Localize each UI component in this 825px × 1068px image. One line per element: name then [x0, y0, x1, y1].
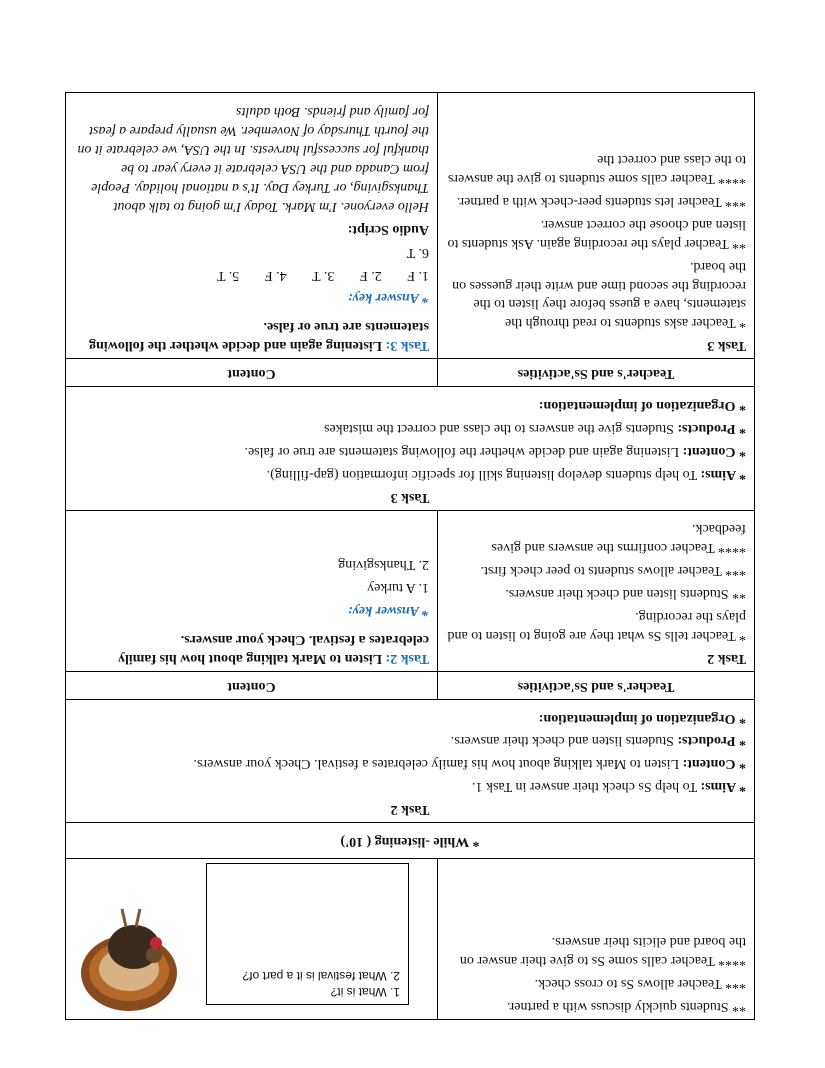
- audio-script-label: Audio Script:: [347, 221, 429, 237]
- task2-column-headers: [66, 672, 754, 700]
- col-header-activities: Teacher's and Ss'activities: [437, 672, 754, 699]
- task2-step: * Teacher tells Ss what they are going to listen to and plays the recording.: [447, 608, 746, 643]
- task3-answer-key-label: * Answer key:: [347, 290, 429, 306]
- task2-instruction-text: Listen to Mark talking about how his family celebrates a festival. Check your answers.: [117, 631, 429, 666]
- task3-answer: 3. T: [312, 267, 335, 283]
- content-label: * Content:: [682, 756, 746, 772]
- task3-body-row: [66, 94, 754, 360]
- task2-activities-cell: [437, 511, 754, 671]
- task2-row-heading: Task 2: [707, 650, 746, 666]
- task3-activities-cell: [437, 94, 754, 359]
- content-text: Listening again and decide whether the following statements are true or false.: [244, 443, 683, 459]
- task3-answer-last: 6. T: [406, 244, 429, 260]
- task2-content-cell: [66, 511, 437, 671]
- col-header-content: Content: [227, 366, 276, 382]
- task2-aims: [74, 776, 746, 795]
- task2-answer: 1. A turkey: [367, 580, 429, 596]
- warmup-question-box: [206, 863, 409, 1005]
- task2-step: ** Students listen and check their answers.: [505, 586, 746, 602]
- task3-step: **** Teacher calls some students to give the answers to the class and correct the: [447, 152, 746, 187]
- task3-aims: [74, 464, 746, 483]
- products-text: Students give the answers to the class and correct the mistakes: [324, 420, 678, 436]
- question-item: 1. What is it?: [330, 985, 400, 999]
- task3-description-row: [66, 387, 754, 510]
- content-text: Listen to Mark talking about how his family celebrates a festival. Check your answers.: [193, 756, 683, 772]
- aims-text: To help Ss check their answer in Task 1.: [472, 779, 701, 795]
- products-label: * Products:: [677, 420, 746, 436]
- task2-body-row: [66, 511, 754, 672]
- warmup-row: [66, 859, 754, 1019]
- warmup-content-cell: [66, 859, 437, 1019]
- content-label: * Content:: [682, 443, 746, 459]
- while-listening-title: * While -listening ( 10'): [340, 834, 480, 849]
- task3-content-cell: [66, 94, 437, 359]
- task3-instruction-text: Listening again and decide whether the following statements are true or false.: [89, 319, 429, 354]
- task3-instruction: [74, 316, 429, 354]
- col-header-content: Content: [227, 678, 276, 694]
- col-header-activities: Teacher's and Ss'activities: [437, 359, 754, 386]
- task3-step: ** Teacher plays the recording again. Ask students to listen and choose the correct answer.: [447, 216, 746, 251]
- task3-step: * Teacher asks students to read through the statements, have a guess before they listen to the recording the second time and write their guesses on the board.: [452, 258, 746, 331]
- while-listening-row: [66, 823, 754, 859]
- products-text: Students listen and check their answers.: [450, 733, 678, 749]
- lesson-plan-table: [65, 93, 755, 1021]
- task3-organization: * Organization of implementation:: [538, 397, 746, 413]
- task3-answer: 5. T: [216, 267, 240, 283]
- task2-content: [74, 753, 746, 772]
- task3-products: [74, 418, 746, 437]
- task2-answer-key-label: * Answer key:: [347, 602, 429, 618]
- task2-organization: * Organization of implementation:: [538, 710, 746, 726]
- products-label: * Products:: [677, 733, 746, 749]
- task3-answer: 4. F: [264, 267, 287, 283]
- turkey-illustration: [74, 905, 184, 1015]
- task3-answer: 1. F: [407, 267, 429, 283]
- task3-label: Task 3:: [385, 338, 429, 354]
- aims-label: * Aims:: [700, 466, 746, 482]
- question-item: 2. What festival is it a part of?: [242, 968, 400, 983]
- task2-instruction: [74, 629, 429, 667]
- warmup-activities-cell: [437, 859, 754, 1019]
- task2-products: [74, 731, 746, 750]
- task3-step: *** Teacher lets students peer-check with a partner.: [456, 193, 746, 209]
- task2-label: Task 2:: [385, 650, 429, 666]
- task3-answer: 2. F: [359, 267, 382, 283]
- warmup-step: ** Students quickly discuss with a partner.: [506, 999, 746, 1014]
- task3-content: [74, 441, 746, 460]
- task2-step: *** Teacher allows students to peer check first.: [480, 563, 746, 579]
- aims-text: To help students develop listening skill for specific information (gap-filling).: [266, 466, 701, 482]
- task2-step: **** Teacher confirms the answers and gives feedback.: [491, 521, 746, 556]
- task3-heading: Task 3: [390, 489, 430, 505]
- task3-answers: [74, 265, 429, 284]
- warmup-step: **** Teacher calls some Ss to give their answer on the board and elicits their answers.: [459, 934, 746, 969]
- task2-heading: Task 2: [390, 802, 430, 818]
- warmup-step: *** Teacher allows Ss to cross check.: [534, 976, 746, 992]
- task2-answer: 2. Thanksgiving: [338, 557, 429, 573]
- task3-row-heading: Task 3: [707, 338, 746, 354]
- aims-label: * Aims:: [700, 779, 746, 795]
- audio-script-text: Hello everyone. I'm Mark. Today I'm going to talk about Thanksgiving, or Turkey Day. It's a national holiday. People from Canada and the USA celebrate it every year to be thankful for successful harvests. In the USA, we celebrate it on the fourth Thursday of November. We usually prepare a feast for family and friends. Both adults: [77, 104, 429, 214]
- task2-description-row: [66, 700, 754, 823]
- task3-column-headers: [66, 359, 754, 387]
